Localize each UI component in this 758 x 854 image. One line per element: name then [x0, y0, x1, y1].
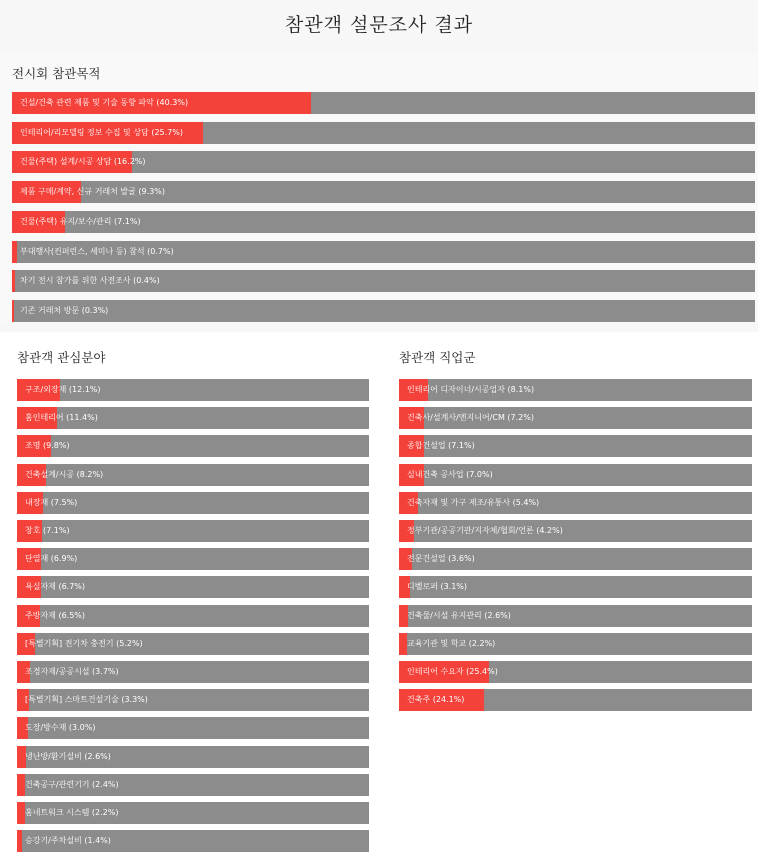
bar-label: 디벨로퍼 (3.1%): [407, 582, 468, 592]
bar-label: 승강기/주차설비 (1.4%): [25, 836, 111, 846]
interest-chart-title: 참관객 관심분야: [17, 350, 106, 365]
bar-track: [399, 464, 752, 486]
bar-track: [17, 605, 369, 627]
bar-track: [17, 746, 369, 768]
bar-track: [17, 576, 369, 598]
bar-label: 건설/건축 관련 제품 및 기술 동향 파악 (40.3%): [20, 98, 189, 107]
purpose-chart-title: 전시회 참관목적: [12, 66, 101, 81]
bar-label: 홈인테리어 (11.4%): [25, 413, 98, 423]
bar-label: 기존 거래처 방문 (0.3%): [20, 305, 109, 315]
bar-label: 차기 전시 참가를 위한 사전조사 (0.4%): [20, 276, 160, 286]
bar-label: 건축설계/시공 (8.2%): [25, 469, 104, 479]
bar-label: 건축물/시설 유지관리 (2.6%): [407, 610, 511, 620]
bar-label: 건물(주택) 설계/시공 상담 (16.2%): [20, 157, 146, 167]
bar-track: [17, 464, 369, 486]
bar-label: 조경자재/공공시설 (3.7%): [25, 667, 119, 676]
occupation-chart-title: 참관객 직업군: [399, 350, 476, 365]
bar-track: [17, 774, 369, 796]
bar-label: 건축자재 및 가구 제조/유통사 (5.4%): [407, 497, 540, 507]
bar-label: 건축사/설계사/엔지니어/CM (7.2%): [407, 413, 534, 423]
bar-label: 단열재 (6.9%): [25, 554, 78, 564]
bar-label: 제품 구매/계약, 신규 거래처 발굴 (9.3%): [20, 187, 165, 197]
bar-track: [17, 520, 369, 542]
bar-track: [12, 122, 755, 144]
bar-fill: [12, 270, 15, 292]
bar-track: [12, 300, 755, 322]
bar-track: [17, 661, 369, 683]
bar-label: 종합건설업 (7.1%): [407, 441, 475, 451]
bar-track: [399, 379, 752, 401]
bar-track: [17, 830, 369, 852]
bar-track: [17, 379, 369, 401]
bar-track: [12, 181, 755, 203]
bar-track: [17, 717, 369, 739]
bar-track: [12, 270, 755, 292]
bar-fill: [399, 633, 407, 655]
bar-track: [399, 407, 752, 429]
bar-label: 인테리어 디자이너/시공업자 (8.1%): [407, 385, 535, 394]
bar-label: 전문건설업 (3.6%): [407, 554, 475, 564]
bar-track: [17, 548, 369, 570]
bar-track: [399, 661, 752, 683]
bar-track: [399, 633, 752, 655]
bar-track: [12, 211, 755, 233]
bar-fill: [12, 300, 14, 322]
bar-label: 인테리어/리모델링 정보 수집 및 상담 (25.7%): [20, 127, 183, 137]
bar-fill: [17, 802, 25, 824]
bar-track: [17, 407, 369, 429]
page-title: 참관객 설문조사 결과: [284, 14, 474, 36]
bar-label: 내장재 (7.5%): [25, 497, 78, 507]
bar-track: [17, 802, 369, 824]
bar-label: 건물(주택) 유지/보수/관리 (7.1%): [20, 216, 141, 226]
bar-label: 창호 (7.1%): [25, 526, 70, 535]
bar-label: [특별기획] 전기차 충전기 (5.2%): [25, 638, 143, 648]
bar-label: 정부기관/공공기관/지자체/협회/언론 (4.2%): [407, 526, 563, 535]
bar-track: [399, 605, 752, 627]
bar-track: [12, 241, 755, 263]
bar-track: [399, 492, 752, 514]
bar-label: 건축주 (24.1%): [407, 695, 465, 705]
bar-track: [399, 435, 752, 457]
bar-track: [17, 633, 369, 655]
bar-label: [특별기획] 스마트건설기술 (3.3%): [25, 695, 148, 705]
bar-track: [17, 689, 369, 711]
bar-track: [17, 492, 369, 514]
bar-track: [12, 151, 755, 173]
bar-track: [17, 435, 369, 457]
bar-fill: [12, 241, 17, 263]
bar-track: [399, 520, 752, 542]
bar-fill: [17, 830, 22, 852]
bar-label: 구조/외장재 (12.1%): [25, 385, 101, 394]
bar-label: 도장/방수재 (3.0%): [25, 723, 96, 733]
bar-label: 욕실자재 (6.7%): [25, 582, 86, 592]
bar-label: 조명 (9.8%): [25, 441, 70, 451]
bar-track: [399, 689, 752, 711]
bar-label: 냉난방/환기설비 (2.6%): [25, 751, 111, 761]
bar-label: 건축공구/관련기기 (2.4%): [25, 779, 119, 789]
bar-label: 홈네트워크 시스템 (2.2%): [25, 808, 119, 817]
bar-label: 인테리어 수요자 (25.4%): [407, 667, 498, 676]
bar-label: 부대행사(컨퍼런스, 세미나 등) 참석 (0.7%): [20, 246, 174, 256]
bar-track: [12, 92, 755, 114]
bar-label: 주방자재 (6.5%): [25, 610, 86, 620]
bar-label: 실내건축 공사업 (7.0%): [407, 469, 493, 479]
bar-track: [399, 548, 752, 570]
bar-track: [399, 576, 752, 598]
bar-label: 교육기관 및 학교 (2.2%): [407, 638, 496, 648]
